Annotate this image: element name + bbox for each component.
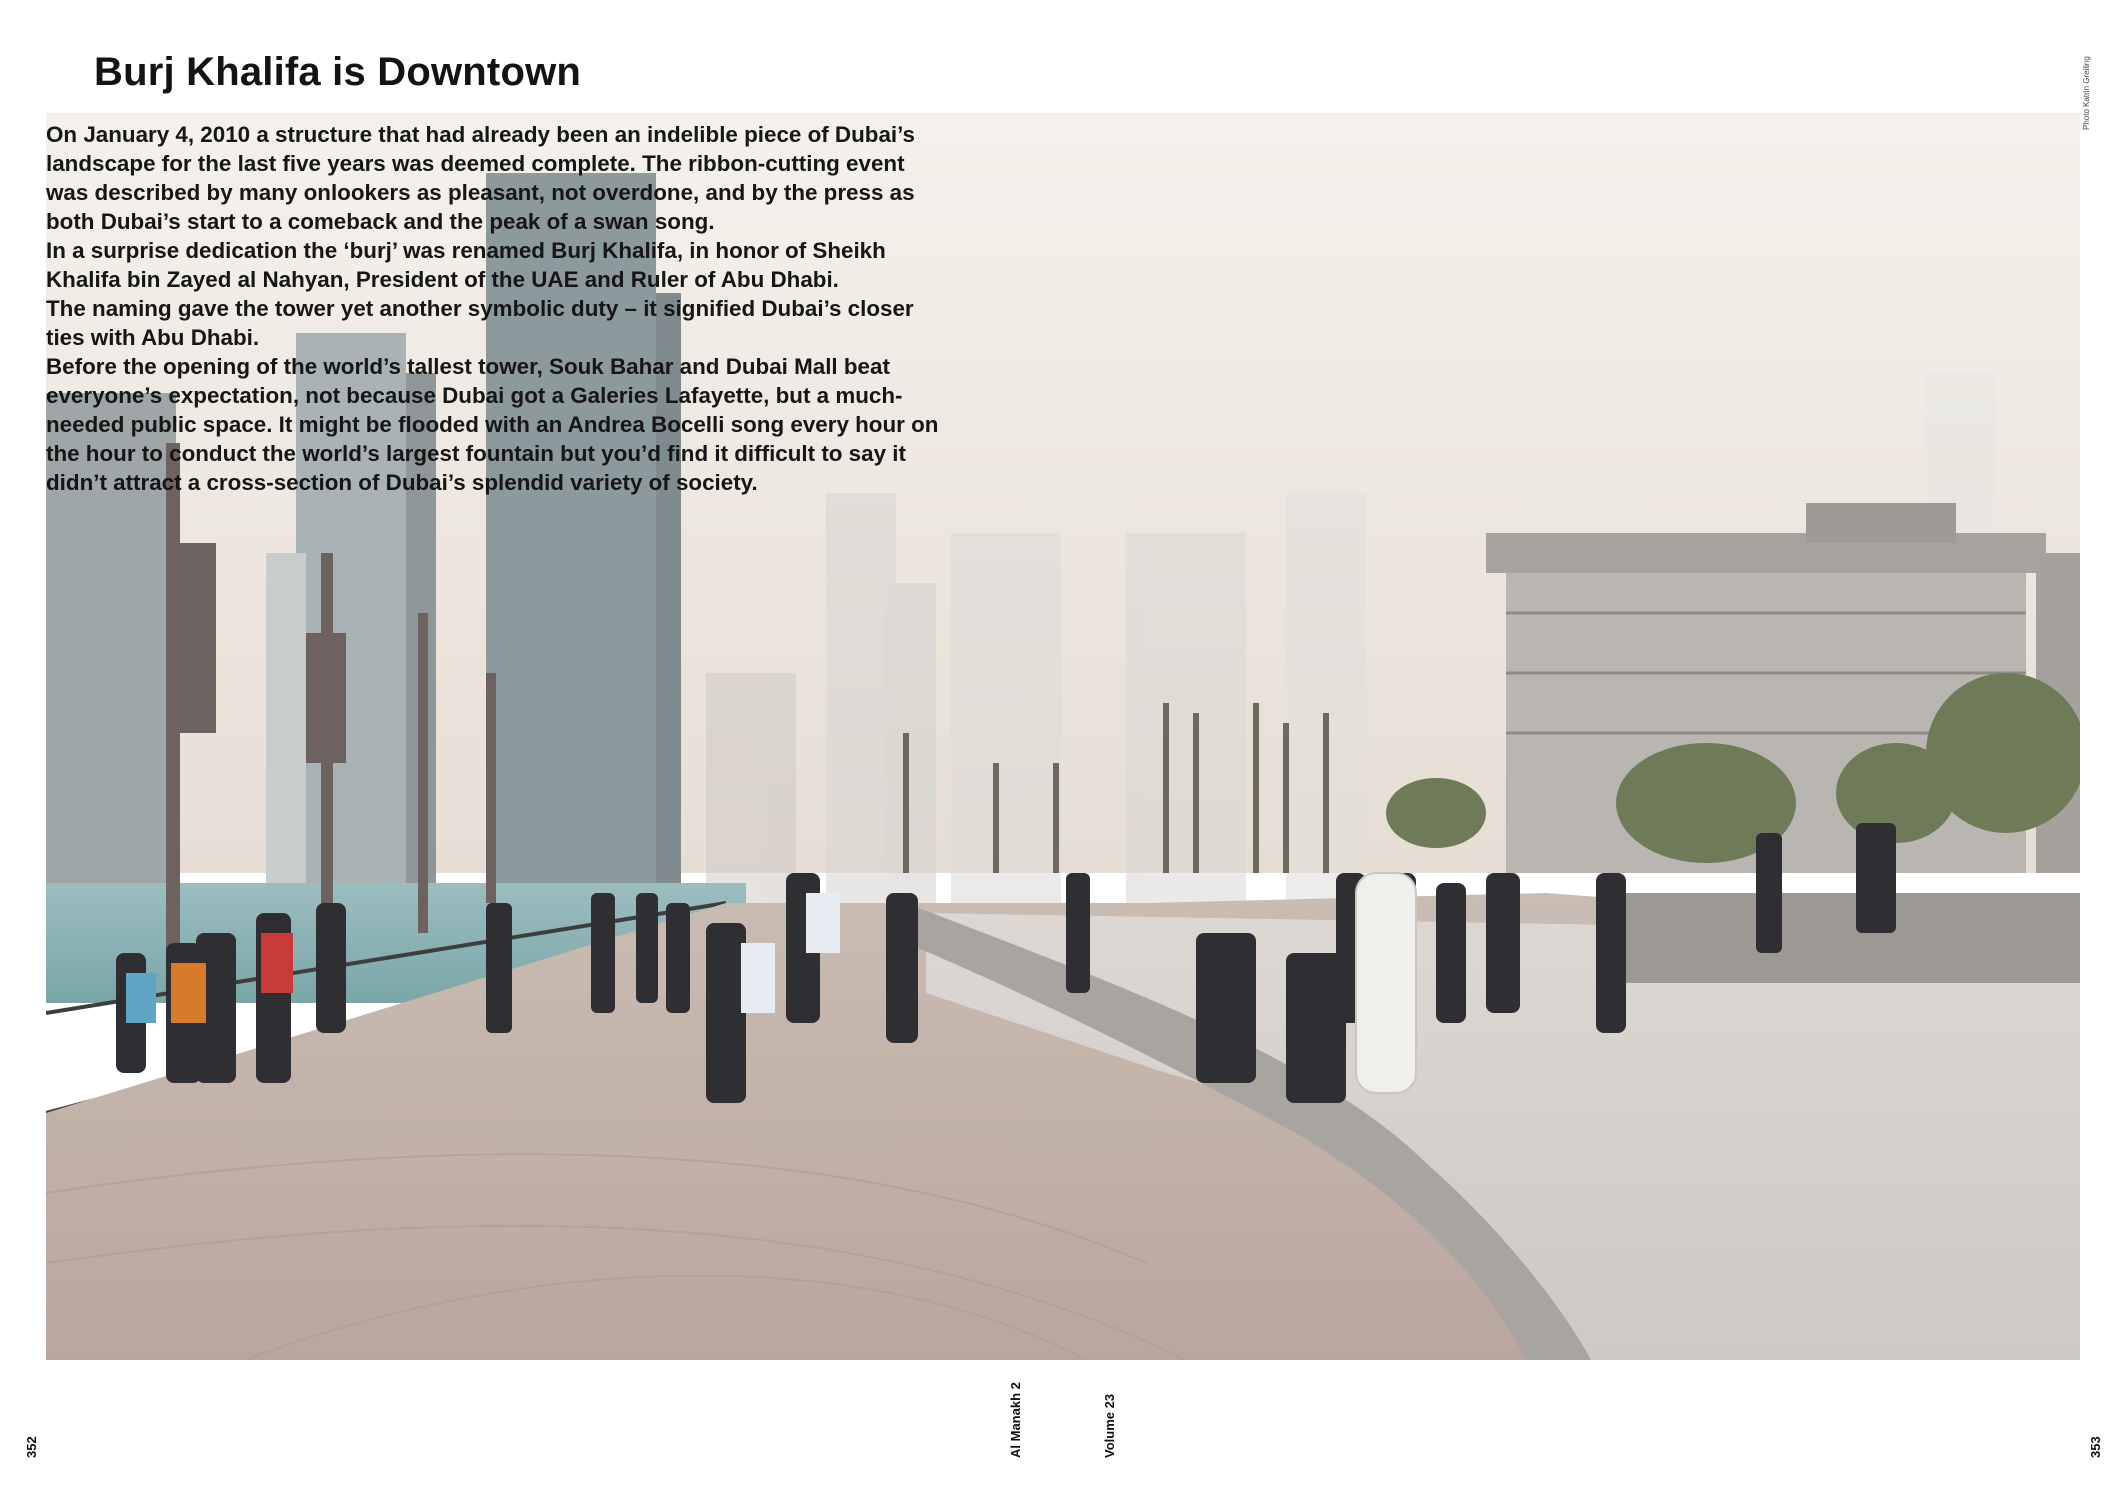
page-number-right: 353 — [2088, 1436, 2103, 1458]
paragraph-2: In a surprise dedication the ‘burj’ was renamed Burj Khalifa, in honor of Sheikh Khalifa bin Zayed al Nahyan, President of the UAE and Ruler of Abu Dhabi. — [46, 238, 886, 292]
article-body — [46, 120, 946, 497]
raised-ledge — [1606, 893, 2080, 983]
paragraph-1: On January 4, 2010 a structure that had already been an indelible piece of Dubai’s landscape for the last five years was deemed complete. The ribbon-cutting event was described by many onlookers as pleasant, not overdone, and by the press as both Dubai’s start to a comeback and the peak of a swan song. — [46, 122, 915, 234]
paragraph-4: Before the opening of the world’s tallest tower, Souk Bahar and Dubai Mall beat everyone’s expectation, not because Dubai got a Galeries Lafayette, but a much-needed public space. It might be flooded with an Andrea Bocelli song every hour on the hour to conduct the world’s largest fountain but you’d find it difficult to say it didn’t attract a cross-section of Dubai’s splendid variety of society. — [46, 354, 939, 495]
photo-credit: Photo Katrin Greiling — [2082, 56, 2091, 130]
publication-title: Al Manakh 2 — [1008, 1382, 1023, 1458]
person-white-robe — [1356, 873, 1416, 1093]
paragraph-3: The naming gave the tower yet another symbolic duty – it signified Dubai’s closer ties with Abu Dhabi. — [46, 296, 914, 350]
article-title: Burj Khalifa is Downtown — [94, 50, 582, 94]
volume-label: Volume 23 — [1102, 1393, 1117, 1458]
page-number-left: 352 — [24, 1436, 39, 1458]
